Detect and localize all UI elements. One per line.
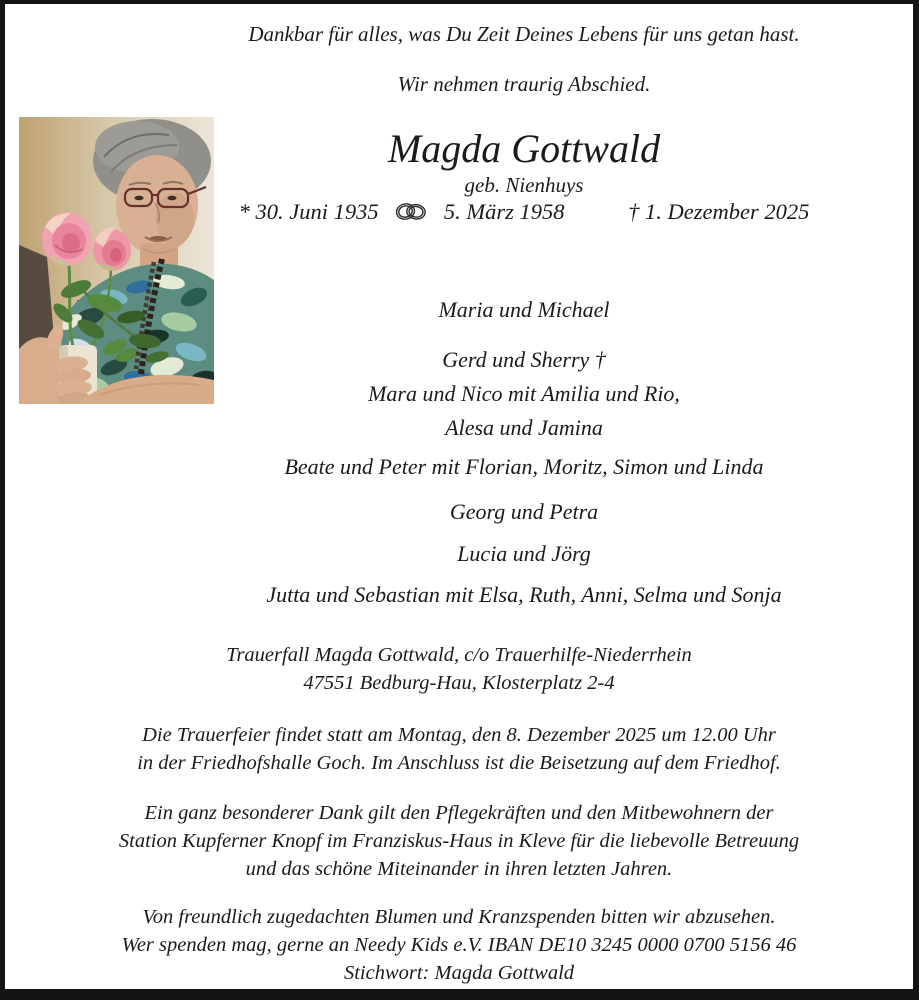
- service-details: [5, 721, 913, 777]
- thanks-line-3: und das schöne Miteinander in ihren letzten Jahren.: [245, 858, 673, 880]
- life-dates: [135, 198, 913, 229]
- deceased-name: Magda Gottwald: [387, 126, 661, 171]
- donation-line-3: Stichwort: Magda Gottwald: [343, 962, 575, 984]
- mourner-line: Alesa und Jamina: [445, 415, 603, 440]
- mourner-line: Gerd und Sherry †: [442, 347, 606, 372]
- mourner-line: Georg und Petra: [449, 499, 599, 524]
- mourner-line: Jutta und Sebastian mit Elsa, Ruth, Anni, Selma und Sonja: [266, 582, 782, 607]
- contact-address: [5, 641, 913, 697]
- deceased-header: [135, 126, 913, 229]
- intro-quote-line-2: Wir nehmen traurig Abschied.: [397, 72, 651, 96]
- birth-date: * 30. Juni 1935: [238, 199, 379, 224]
- mourner-line: Maria und Michael: [438, 297, 610, 322]
- death-date: † 1. Dezember 2025: [628, 199, 810, 224]
- mourner-line: Beate und Peter mit Florian, Moritz, Simon und Linda: [284, 454, 764, 479]
- thanks-note: [5, 799, 913, 883]
- thanks-line-2: Station Kupferner Knopf im Franziskus-Haus in Kleve für die liebevolle Betreuung: [118, 830, 800, 852]
- thanks-line-1: Ein ganz besonderer Dank gilt den Pflegekräften und den Mitbewohnern der: [144, 802, 774, 824]
- service-line-1: Die Trauerfeier findet statt am Montag, den 8. Dezember 2025 um 12.00 Uhr: [142, 724, 776, 746]
- contact-line-1: Trauerfall Magda Gottwald, c/o Trauerhilfe-Niederrhein: [226, 644, 692, 666]
- donation-line-1: Von freundlich zugedachten Blumen und Kranzspenden bitten wir abzusehen.: [142, 906, 776, 928]
- donation-line-2: Wer spenden mag, gerne an Needy Kids e.V. IBAN DE10 3245 0000 0700 5156 46: [121, 934, 797, 956]
- funeral-info: [5, 641, 913, 987]
- intro-quote: [135, 21, 913, 98]
- maiden-name: geb. Nienhuys: [464, 173, 584, 197]
- mourner-line: Lucia und Jörg: [457, 541, 591, 566]
- service-line-2: in der Friedhofshalle Goch. Im Anschluss ist die Beisetzung auf dem Friedhof.: [137, 752, 781, 774]
- intro-quote-line-1: Dankbar für alles, was Du Zeit Deines Lebens für uns getan hast.: [248, 22, 800, 46]
- mourner-group: [135, 343, 913, 445]
- wedding-rings-icon: [394, 200, 428, 229]
- marriage-date: 5. März 1958: [443, 199, 565, 224]
- mourner-line: Mara und Nico mit Amilia und Rio,: [368, 381, 680, 406]
- mourners-list: [135, 296, 913, 609]
- donation-note: [5, 903, 913, 987]
- contact-line-2: 47551 Bedburg-Hau, Klosterplatz 2-4: [303, 672, 615, 694]
